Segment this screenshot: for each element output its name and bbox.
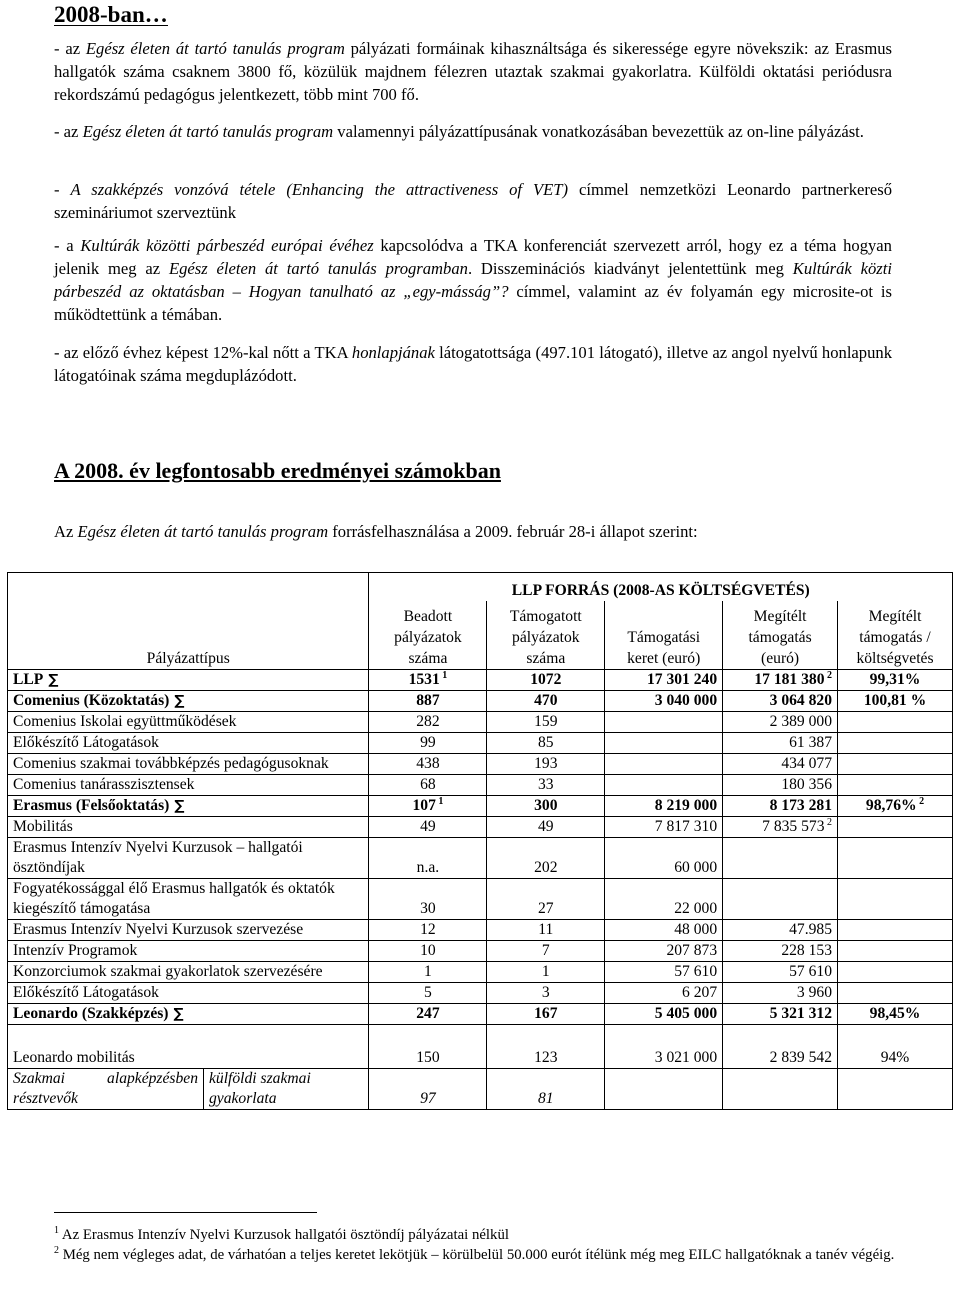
table-row-split — [8, 1069, 953, 1110]
row-label — [8, 712, 369, 733]
cell-value: 3 040 000 — [654, 692, 718, 709]
col-header-3: Támogatási keret (euró) — [605, 601, 723, 669]
paragraph-4-segment: . Disszeminációs kiadványt jelentettünk meg — [467, 259, 793, 278]
cell-value: 3 021 000 — [654, 1049, 718, 1066]
table-cell — [838, 796, 953, 817]
cell-value: 2 389 000 — [769, 713, 833, 730]
cell-value: 68 — [420, 776, 436, 793]
table-cell — [838, 962, 953, 983]
table-cell — [723, 817, 838, 838]
paragraph-4-segment: Egész életen át tartó tanulás programban — [168, 259, 468, 278]
cell-value: 17 301 240 — [646, 671, 718, 688]
footnote-text: Még nem végleges adat, de várhatóan a teljes keretet lekötjük – körülbelül 50.000 eurót ítélünk még meg EILC hallgatóknak a tanév végéig. — [59, 1247, 895, 1263]
cell-value: 10 — [420, 942, 436, 959]
footnote-ref: 2 — [824, 669, 833, 681]
footnote-text: Az Erasmus Intenzív Nyelvi Kurzusok hallgatói ösztöndíj pályázatai nélkül — [59, 1227, 509, 1243]
paragraph-4-segment: kapcsolódva a TKA konferenciát szervezett arról, hogy ez a téma hogyan jelenik meg az — [54, 236, 892, 278]
table-cell — [487, 920, 605, 941]
footnote-number: 1 — [54, 1225, 59, 1237]
table-cell — [369, 817, 487, 838]
row-label — [8, 879, 369, 920]
cell-value: 98,45% — [869, 1005, 921, 1022]
table-cell — [723, 775, 838, 796]
group-header: LLP FORRÁS (2008-AS KÖLTSÉGVETÉS) — [369, 573, 953, 602]
table-cell — [487, 775, 605, 796]
cell-value: 57 610 — [674, 963, 718, 980]
cell-value: 887 — [416, 692, 440, 709]
table-cell — [838, 775, 953, 796]
row-label — [8, 775, 369, 796]
table-cell — [838, 920, 953, 941]
row-label-text: Erasmus Intenzív Nyelvi Kurzusok – hallgatói ösztöndíjak — [13, 839, 303, 876]
cell-value: 7 — [541, 942, 550, 959]
row-label-text: Erasmus (Felsőoktatás) — [13, 797, 170, 814]
table-cell — [369, 691, 487, 712]
table-cell — [723, 879, 838, 920]
table-cell — [723, 1004, 838, 1025]
intro-italic: Egész életen át tartó tanulás program — [77, 522, 329, 541]
table-cell — [369, 1069, 487, 1110]
cell-value: 434 077 — [781, 755, 833, 772]
table-cell — [605, 796, 723, 817]
row-label — [8, 691, 369, 712]
row-label-text: Comenius Iskolai együttműködések — [13, 713, 237, 730]
paragraph-3 — [54, 178, 892, 224]
table-cell — [369, 1025, 487, 1069]
table-cell — [487, 691, 605, 712]
cell-value: 100,81 % — [863, 692, 927, 709]
cell-value: 247 — [416, 1005, 440, 1022]
paragraph-4-segment: Kultúrák közötti párbeszéd európai évéhez — [80, 236, 374, 255]
row-label — [8, 983, 369, 1004]
table-cell — [838, 754, 953, 775]
cell-value: 1 — [424, 963, 432, 980]
table-cell — [838, 941, 953, 962]
cell-value: 180 356 — [781, 776, 833, 793]
paragraph-5-segment: látogatottsága (497.101 látogató), illetve az angol nyelvű honlapunk látogatóinak száma megduplázódott. — [54, 343, 892, 385]
table-cell — [605, 754, 723, 775]
col-header-4: Megítélt támogatás (euró) — [723, 601, 838, 669]
budget-table — [7, 572, 953, 1110]
footnote-number: 2 — [54, 1245, 59, 1257]
paragraph-3-segment: - — [54, 180, 71, 199]
table-cell — [369, 941, 487, 962]
row-label-text: Leonardo mobilitás — [13, 1049, 135, 1066]
section-title: A 2008. év legfontosabb eredményei számokban — [54, 458, 501, 483]
cell-value: 438 — [416, 755, 440, 772]
paragraph-2-segment: valamennyi pályázattípusának vonatkozásában bevezettük az on-line pályázást. — [333, 122, 864, 141]
paragraph-1 — [54, 37, 892, 106]
table-cell — [605, 838, 723, 879]
table-row — [8, 691, 953, 712]
footnote-ref: 1 — [439, 669, 448, 681]
table-cell — [487, 962, 605, 983]
table-cell — [369, 962, 487, 983]
table-cell — [487, 733, 605, 754]
table-cell — [838, 817, 953, 838]
table-cell — [369, 754, 487, 775]
cell-value: 207 873 — [666, 942, 718, 959]
cell-value: 300 — [534, 797, 558, 814]
paragraph-5-segment: - az előző évhez képest 12%-kal nőtt a TKA — [54, 343, 352, 362]
row-label — [8, 941, 369, 962]
table-cell — [369, 775, 487, 796]
row-label — [8, 733, 369, 754]
table-cell — [487, 712, 605, 733]
footnote-1 — [54, 1226, 914, 1245]
table-cell — [605, 1004, 723, 1025]
table-row — [8, 670, 953, 691]
table-cell — [723, 920, 838, 941]
cell-value: n.a. — [416, 859, 440, 876]
cell-value: 470 — [534, 692, 558, 709]
cell-value: 1072 — [530, 671, 562, 688]
table-cell — [838, 670, 953, 691]
page-heading: 2008-ban… — [54, 2, 168, 27]
row-label — [8, 962, 369, 983]
cell-value: 33 — [538, 776, 554, 793]
table-cell — [838, 983, 953, 1004]
table-row — [8, 983, 953, 1004]
cell-value: 3 064 820 — [769, 692, 833, 709]
table-cell — [723, 670, 838, 691]
table-cell — [487, 670, 605, 691]
table-cell — [605, 879, 723, 920]
table-cell — [487, 983, 605, 1004]
table-cell — [838, 733, 953, 754]
split-label-left: Szakmai alapképzésben résztvevők — [8, 1069, 204, 1109]
sum-sigma-icon: ∑ — [169, 798, 185, 814]
table-cell — [605, 983, 723, 1004]
cell-value: 7 817 310 — [654, 818, 718, 835]
row-label-text: Comenius tanárasszisztensek — [13, 776, 195, 793]
paragraph-4-segment: Kultúrák közti párbeszéd az oktatásban – Hogyan tanulható az „egy-másság”? — [54, 259, 892, 301]
table-row — [8, 817, 953, 838]
row-label-text: Comenius (Közoktatás) — [13, 692, 170, 709]
table-row — [8, 962, 953, 983]
cell-value: 7 835 573 — [762, 818, 825, 835]
table-cell — [723, 838, 838, 879]
paragraph-4 — [54, 234, 892, 326]
row-label-text: Előkészítő Látogatások — [13, 984, 159, 1001]
table-cell — [838, 879, 953, 920]
paragraph-2 — [54, 120, 892, 143]
paragraph-2-segment: Egész életen át tartó tanulás program — [82, 122, 334, 141]
cell-value: 57 610 — [789, 963, 833, 980]
cell-value: 11 — [538, 921, 554, 938]
table-row — [8, 1025, 953, 1069]
cell-value: 27 — [538, 900, 554, 917]
paragraph-4-segment: - a — [54, 236, 81, 255]
table-row — [8, 941, 953, 962]
table-cell — [723, 691, 838, 712]
cell-value: 81 — [538, 1090, 554, 1107]
cell-value: 98,76% — [865, 797, 917, 814]
row-label — [8, 1004, 369, 1025]
table-cell — [605, 817, 723, 838]
table-cell — [605, 775, 723, 796]
table-cell — [605, 733, 723, 754]
cell-value: 60 000 — [674, 859, 718, 876]
table-cell — [487, 838, 605, 879]
col-header-5: Megítélt támogatás / költségvetés — [838, 601, 953, 669]
footnote-ref: 2 — [916, 795, 925, 807]
table-cell — [487, 941, 605, 962]
table-cell — [723, 983, 838, 1004]
paragraph-4-segment: címmel, valamint az év folyamán egy microsite-ot is működtettünk a témában. — [54, 282, 892, 324]
cell-value: 3 960 — [796, 984, 833, 1001]
table-cell — [369, 670, 487, 691]
table-cell — [369, 733, 487, 754]
cell-value: 30 — [420, 900, 436, 917]
intro-post: forrásfelhasználása a 2009. február 28-i állapot szerint: — [328, 522, 698, 541]
cell-value: 1 — [541, 963, 550, 980]
table-cell — [838, 838, 953, 879]
cell-value: 123 — [534, 1049, 558, 1066]
cell-value: 85 — [538, 734, 554, 751]
cell-value: 8 219 000 — [654, 797, 718, 814]
footnote-ref: 1 — [435, 795, 444, 807]
paragraph-2-segment: - az — [54, 122, 83, 141]
row-label-text: Előkészítő Látogatások — [13, 734, 159, 751]
cell-value: 97 — [420, 1090, 436, 1107]
table-cell — [369, 1004, 487, 1025]
paragraph-1-segment: Egész életen át tartó tanulás program — [85, 39, 345, 58]
table-header-row — [8, 573, 953, 602]
cell-value: 47.985 — [789, 921, 833, 938]
row-label — [8, 817, 369, 838]
sum-sigma-icon: ∑ — [169, 693, 185, 709]
row-label-text: Mobilitás — [13, 818, 73, 835]
table-row — [8, 920, 953, 941]
col-header-1: Beadott pályázatok száma — [369, 601, 487, 669]
table-row — [8, 1004, 953, 1025]
table-cell — [369, 920, 487, 941]
cell-value: 3 — [541, 984, 550, 1001]
table-row — [8, 796, 953, 817]
table-cell — [723, 733, 838, 754]
row-label — [8, 1025, 369, 1069]
table-cell — [605, 941, 723, 962]
row-label — [8, 920, 369, 941]
cell-value: 5 — [424, 984, 432, 1001]
cell-value: 17 181 380 — [754, 671, 825, 688]
table-cell — [369, 712, 487, 733]
row-label-text: Leonardo (Szakképzés) — [13, 1005, 169, 1022]
table-row — [8, 712, 953, 733]
table-row — [8, 733, 953, 754]
cell-value: 48 000 — [674, 921, 718, 938]
cell-value: 12 — [420, 921, 436, 938]
table-cell — [723, 1025, 838, 1069]
table-row — [8, 754, 953, 775]
table-cell — [605, 962, 723, 983]
row-label — [8, 796, 369, 817]
footnote-rule — [54, 1212, 317, 1213]
table-cell — [487, 754, 605, 775]
cell-value: 159 — [534, 713, 558, 730]
table-cell — [487, 796, 605, 817]
table-cell — [838, 712, 953, 733]
table-cell — [723, 1069, 838, 1110]
table-cell — [838, 1069, 953, 1110]
split-label-cell — [8, 1069, 369, 1110]
table-cell — [838, 691, 953, 712]
table-cell — [723, 712, 838, 733]
table-cell — [487, 879, 605, 920]
table-cell — [369, 838, 487, 879]
cell-value: 167 — [534, 1005, 558, 1022]
table-cell — [605, 712, 723, 733]
paragraph-5-segment: honlapjának — [351, 343, 435, 362]
paragraph-3-segment: A szakképzés vonzóvá tétele (Enhancing the attractiveness of VET) — [70, 180, 569, 199]
row-label — [8, 838, 369, 879]
row-label-text: Intenzív Programok — [13, 942, 138, 959]
table-cell — [605, 920, 723, 941]
table-row — [8, 838, 953, 879]
table-cell — [487, 817, 605, 838]
table-row — [8, 879, 953, 920]
row-label-text: Erasmus Intenzív Nyelvi Kurzusok szervezése — [13, 921, 304, 938]
table-cell — [605, 1025, 723, 1069]
cell-value: 282 — [416, 713, 440, 730]
table-cell — [487, 1004, 605, 1025]
cell-value: 99,31% — [869, 671, 921, 688]
table-cell — [369, 879, 487, 920]
table-cell — [723, 796, 838, 817]
table-cell — [838, 1004, 953, 1025]
table-cell — [487, 1025, 605, 1069]
paragraph-3-segment: címmel nemzetközi Leonardo partnerkereső szemináriumot szerveztünk — [54, 180, 893, 222]
col-header-type: Pályázattípus — [8, 573, 369, 670]
table-cell — [369, 983, 487, 1004]
footnote-ref: 2 — [824, 816, 833, 828]
cell-value: 94% — [880, 1049, 910, 1066]
cell-value: 2 839 542 — [769, 1049, 833, 1066]
table-cell — [605, 670, 723, 691]
cell-value: 150 — [416, 1049, 440, 1066]
cell-value: 107 — [412, 797, 436, 814]
sum-sigma-icon: ∑ — [168, 1006, 184, 1022]
table-row — [8, 775, 953, 796]
sum-sigma-icon: ∑ — [43, 672, 59, 688]
table-cell — [605, 691, 723, 712]
cell-value: 193 — [534, 755, 558, 772]
table-cell — [723, 754, 838, 775]
split-label-right: külföldi szakmai gyakorlata — [209, 1070, 311, 1107]
table-cell — [838, 1025, 953, 1069]
intro-pre: Az — [54, 522, 78, 541]
cell-value: 6 207 — [682, 984, 718, 1001]
row-label-text: LLP — [13, 671, 44, 688]
row-label-text: Comenius szakmai továbbképzés pedagógusoknak — [13, 755, 329, 772]
table-cell — [723, 941, 838, 962]
table-cell — [605, 1069, 723, 1110]
paragraph-1-segment: pályázati formáinak kihasználtsága és sikeressége egyre növekszik: az Erasmus hallgatók száma csaknem 3800 fő, közülük majdnem félezren utaztak szakmai gyakorlatra. Külföldi oktatási periódusra rekordszámú pedagógus jelentkezett, több mint 700 fő. — [54, 39, 892, 104]
cell-value: 99 — [420, 734, 436, 751]
table-intro — [54, 522, 698, 542]
table-cell — [487, 1069, 605, 1110]
cell-value: 5 321 312 — [769, 1005, 833, 1022]
cell-value: 8 173 281 — [769, 797, 833, 814]
cell-value: 228 153 — [781, 942, 833, 959]
col-header-2: Támogatott pályázatok száma — [487, 601, 605, 669]
row-label-text: Konzorciumok szakmai gyakorlatok szervezésére — [13, 963, 323, 980]
row-label — [8, 670, 369, 691]
cell-value: 22 000 — [674, 900, 718, 917]
table-cell — [369, 796, 487, 817]
footnote-2 — [54, 1246, 914, 1265]
cell-value: 49 — [420, 818, 436, 835]
paragraph-5 — [54, 341, 892, 387]
cell-value: 1531 — [408, 671, 440, 688]
cell-value: 5 405 000 — [654, 1005, 718, 1022]
row-label — [8, 754, 369, 775]
cell-value: 49 — [538, 818, 554, 835]
row-label-text: Fogyatékossággal élő Erasmus hallgatók és oktatók kiegészítő támogatása — [13, 880, 335, 917]
paragraph-1-segment: - az — [54, 39, 86, 58]
table-cell — [723, 962, 838, 983]
cell-value: 61 387 — [789, 734, 833, 751]
cell-value: 202 — [534, 859, 558, 876]
